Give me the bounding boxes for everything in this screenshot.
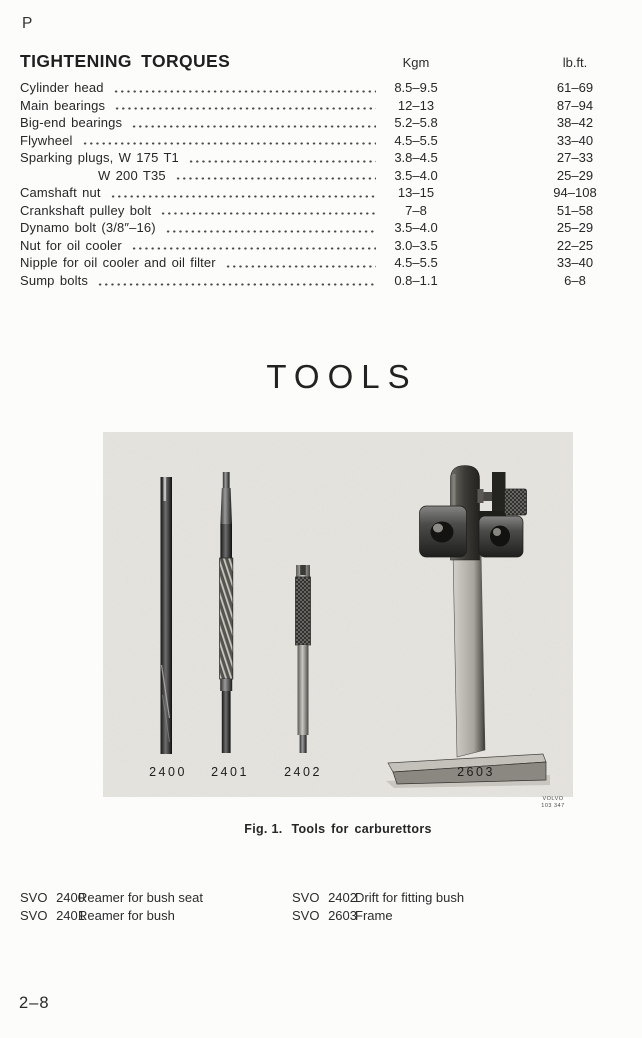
- torque-kgm-value: 4.5–5.5: [394, 255, 438, 271]
- torque-lbft-value: 25–29: [556, 220, 594, 236]
- torque-row-label: Main bearings: [20, 97, 106, 113]
- tool-list-right: [292, 889, 464, 925]
- torque-kgm-value: 0.8–1.1: [394, 273, 438, 289]
- torque-kgm-value: 3.5–4.0: [394, 220, 438, 236]
- dot-leader: [114, 97, 376, 115]
- tool-label-2400: 2400: [149, 765, 187, 779]
- tool-description: Drift for fitting bush: [355, 890, 465, 905]
- torque-kgm-value: 8.5–9.5: [394, 80, 438, 95]
- tools-figure-photo: [103, 432, 573, 797]
- torque-row: [20, 149, 607, 167]
- tool-label-2603: 2603: [457, 765, 495, 779]
- tool-code: SVO 2400: [20, 890, 85, 905]
- torque-row: [20, 254, 607, 272]
- tool-code: SVO 2401: [20, 908, 85, 924]
- dot-leader: [175, 167, 376, 185]
- photo-credit: [531, 796, 575, 809]
- dot-leader: [225, 254, 376, 272]
- tool-list-item: [292, 907, 464, 925]
- torque-row-label: Sump bolts: [20, 273, 89, 289]
- torque-row-label: Cylinder head: [20, 80, 104, 95]
- column-header-kgm: Kgm: [402, 55, 430, 70]
- dot-leader: [82, 132, 377, 150]
- tool-list-item: [20, 907, 203, 925]
- torque-lbft-value: 61–69: [556, 80, 594, 95]
- torque-row: [20, 132, 607, 150]
- tool-list-item: [292, 889, 464, 907]
- section-letter: P: [22, 15, 33, 32]
- torque-lbft-value: 94–108: [553, 185, 597, 201]
- tool-description: Frame: [355, 908, 393, 924]
- torque-row: [20, 202, 607, 220]
- torque-row-label: Nipple for oil cooler and oil filter: [20, 255, 216, 271]
- page-number: 2–8: [19, 994, 50, 1012]
- column-header-lbft: lb.ft.: [562, 55, 588, 70]
- torque-kgm-value: 5.2–5.8: [394, 115, 438, 131]
- torque-kgm-value: 12–13: [397, 97, 435, 113]
- tool-code: SVO 2402: [292, 890, 357, 905]
- torque-row: [20, 97, 607, 115]
- torque-lbft-value: 27–33: [556, 150, 594, 166]
- spacer: [448, 254, 543, 272]
- tool-2402-image: [296, 565, 311, 753]
- torque-row-label: Dynamo bolt (3/8″–16): [20, 220, 156, 236]
- dot-leader: [131, 237, 376, 255]
- torque-kgm-value: 4.5–5.5: [394, 132, 438, 148]
- tool-code: SVO 2603: [292, 908, 357, 924]
- torque-table-header: [20, 51, 607, 72]
- torque-rows: [20, 79, 607, 290]
- torque-kgm-value: 3.5–4.0: [394, 167, 438, 183]
- tool-label-2402: 2402: [284, 765, 322, 779]
- tool-list-left: [20, 889, 203, 925]
- torque-row-label: W 200 T35: [98, 167, 166, 183]
- spacer: [448, 149, 543, 167]
- spacer: [448, 219, 543, 237]
- torque-row: [20, 219, 607, 237]
- dot-leader: [131, 114, 376, 132]
- torque-kgm-value: 3.8–4.5: [394, 150, 438, 166]
- torque-row-label: Nut for oil cooler: [20, 237, 122, 253]
- torque-lbft-value: 87–94: [556, 97, 594, 113]
- torque-kgm-value: 13–15: [397, 185, 435, 201]
- spacer: [448, 202, 543, 220]
- torque-table-title: TIGHTENING TORQUES: [20, 51, 231, 71]
- torque-row-label: Camshaft nut: [20, 185, 101, 201]
- torque-lbft-value: 25–29: [556, 167, 594, 183]
- torque-row: [20, 237, 607, 255]
- tool-description: Reamer for bush seat: [78, 890, 204, 905]
- torque-row-label: Crankshaft pulley bolt: [20, 202, 152, 218]
- torque-row: [20, 114, 607, 132]
- tool-label-2401: 2401: [211, 765, 249, 779]
- tools-section-heading: TOOLS: [266, 358, 418, 395]
- torque-row-label: Big-end bearings: [20, 115, 123, 131]
- spacer: [448, 79, 543, 97]
- spacer: [448, 97, 543, 115]
- torque-lbft-value: 22–25: [556, 237, 594, 253]
- tools-photo-illustration: [103, 432, 573, 797]
- dot-leader: [188, 149, 376, 167]
- dot-leader: [97, 272, 376, 290]
- figure-number: Fig. 1.: [244, 822, 283, 836]
- dot-leader: [113, 79, 376, 97]
- torque-row-label: Flywheel: [20, 132, 73, 148]
- torque-kgm-value: 3.0–3.5: [394, 237, 438, 253]
- torque-row: [20, 167, 607, 185]
- dot-leader: [160, 202, 376, 220]
- spacer: [448, 114, 543, 132]
- tool-description: Reamer for bush: [78, 908, 175, 924]
- torque-row-label: Sparking plugs, W 175 T1: [20, 150, 179, 166]
- tool-2400-image: [161, 477, 173, 754]
- torque-row: [20, 184, 607, 202]
- figure-caption: [103, 822, 573, 836]
- dot-leader: [110, 184, 376, 202]
- spacer: [448, 184, 543, 202]
- photo-credit-number: 103 347: [541, 802, 565, 809]
- spacer: [448, 272, 543, 290]
- torque-lbft-value: 33–40: [556, 255, 594, 271]
- torque-row: [20, 272, 607, 290]
- spacer: [448, 237, 543, 255]
- torque-lbft-value: 6–8: [564, 273, 586, 289]
- spacer: [448, 167, 543, 185]
- figure-caption-text: Tools for carburettors: [291, 822, 432, 836]
- photo-credit-brand: VOLVO: [542, 796, 564, 802]
- torque-kgm-value: 7–8: [405, 202, 427, 218]
- torque-lbft-value: 33–40: [556, 132, 594, 148]
- spacer: [448, 132, 543, 150]
- torque-lbft-value: 38–42: [556, 115, 594, 131]
- torque-row: [20, 79, 607, 97]
- tool-list-item: [20, 889, 203, 907]
- dot-leader: [165, 219, 376, 237]
- torque-lbft-value: 51–58: [556, 202, 594, 218]
